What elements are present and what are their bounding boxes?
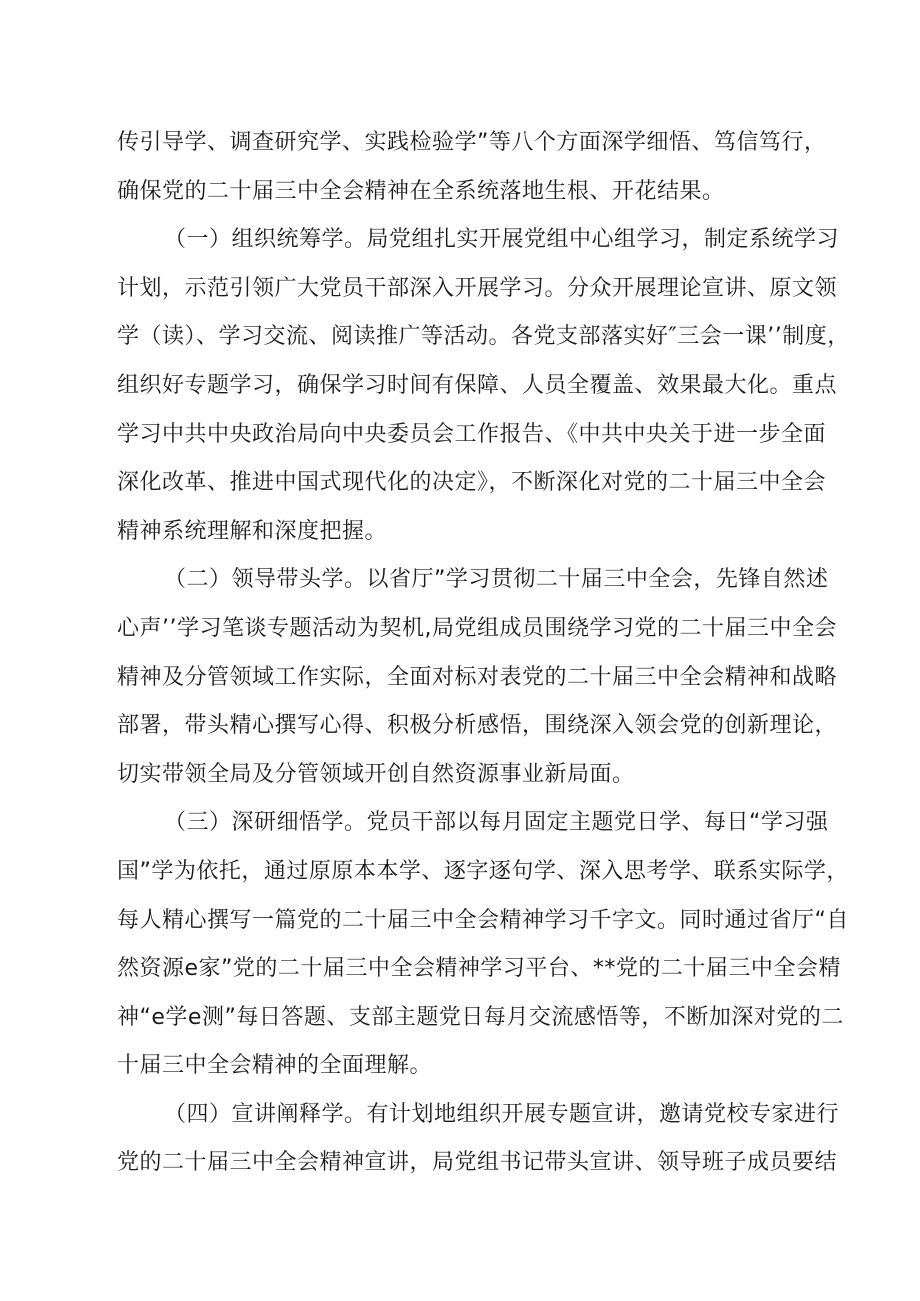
text-line: 学习中共中央政治局向中央委员会工作报告、《中共中央关于进一步全面	[117, 421, 827, 447]
text-line: 确保党的二十届三中全会精神在全系统落地生根、开花结果。	[117, 178, 725, 204]
text-line: 学（读）、学习交流、阅读推广等活动。各党支部落实好″三会一课’’制度，	[117, 324, 850, 350]
document-body	[117, 119, 850, 1188]
text-line: 精神及分管领域工作实际，全面对标对表党的二十届三中全会精神和战略	[117, 664, 838, 690]
text-line: 切实带领全局及分管领域开创自然资源事业新局面。	[117, 761, 635, 787]
text-line: 心声’’学习笔谈专题活动为契机,局党组成员围绕学习党的二十届三中全会	[117, 615, 837, 641]
text-line: 国”学为依托，通过原原本本学、逐字逐句学、深入思考学、联系实际学，	[117, 858, 849, 884]
paragraph-section-1	[117, 216, 850, 556]
paragraph-section-4	[117, 1091, 840, 1188]
text-line: 每人精心撰写一篇党的二十届三中全会精神学习千字文。同时通过省厅“自	[117, 907, 849, 933]
text-line: 组织好专题学习，确保学习时间有保障、人员全覆盖、效果最大化。重点	[117, 372, 838, 398]
text-line: （四）宣讲阐释学。有计划地组织开展专题宣讲，邀请党校专家进行	[164, 1101, 840, 1127]
paragraph-section-3	[117, 799, 849, 1091]
text-line: 然资源e家”党的二十届三中全会精神学习平台、**党的二十届三中全会精	[117, 956, 841, 982]
text-line: 深化改革、推进中国式现代化的决定》，不断深化对党的二十届三中全会	[117, 470, 827, 496]
text-line: （三）深研细悟学。党员干部以每月固定主题党日学、每日“学习强	[164, 810, 829, 836]
text-line: 党的二十届三中全会精神宣讲，局党组书记带头宣讲、领导班子成员要结	[117, 1150, 838, 1176]
paragraph-intro-tail	[117, 119, 827, 216]
text-line: 传引导学、调查研究学、实践检验学”等八个方面深学细悟、笃信笃行，	[117, 130, 827, 155]
text-line: 精神系统理解和深度把握。	[117, 518, 388, 544]
text-line: 部署，带头精心撰写心得、积极分析感悟，围绕深入领会党的创新理论，	[117, 713, 838, 739]
text-line: （一）组织统筹学。局党组扎实开展党组中心组学习，制定系统学习	[164, 227, 840, 253]
text-line: （二）领导带头学。以省厅”学习贯彻二十届三中全会，先锋自然述	[164, 567, 829, 593]
paragraph-section-2	[117, 556, 838, 799]
text-line: 神“e学e测”每日答题、支部主题党日每月交流感悟等，不断加深对党的二	[117, 1004, 844, 1030]
text-line: 十届三中全会精神的全面理解。	[117, 1053, 433, 1079]
text-line: 计划，示范引领广大党员干部深入开展学习。分众开展理论宣讲、原文领	[117, 275, 838, 301]
